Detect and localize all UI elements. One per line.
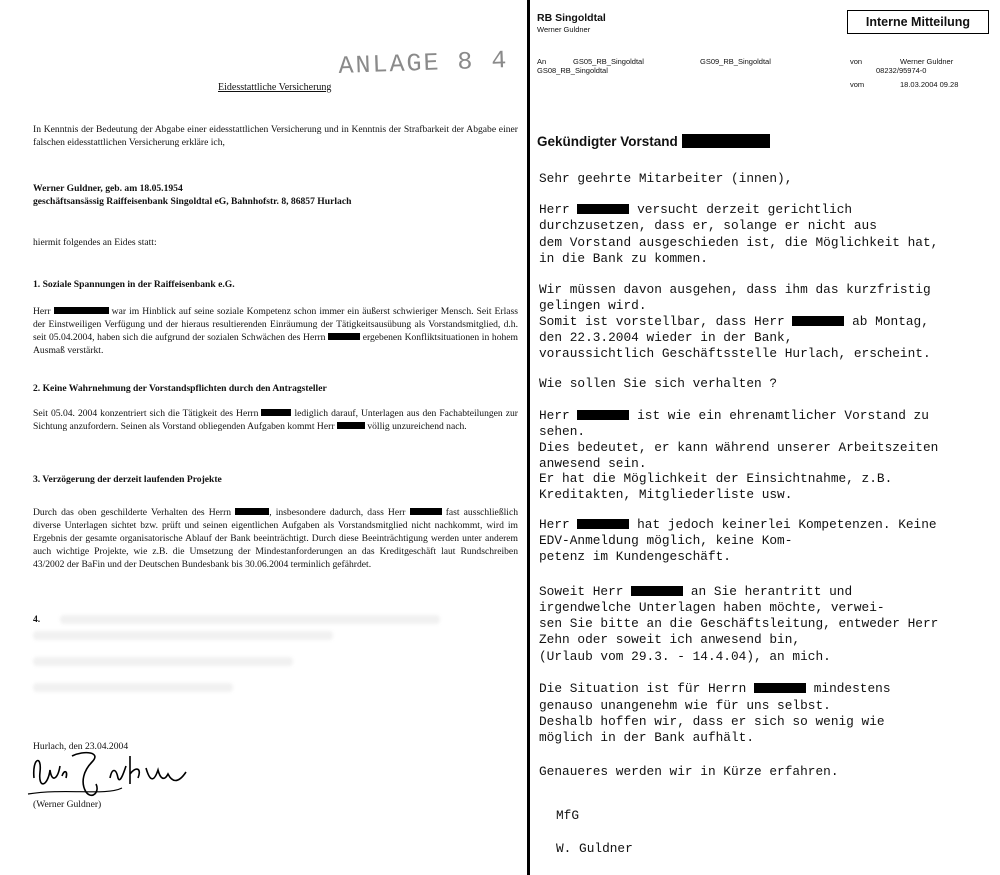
date-label: vom <box>850 80 865 89</box>
blurred-text <box>33 683 233 692</box>
recipient-label: An <box>537 57 547 66</box>
memo-line: dem Vorstand ausgeschieden ist, die Möglichkeit hat, <box>539 235 939 250</box>
memo-line: in die Bank zu kommen. <box>539 251 708 266</box>
redaction-box <box>682 134 770 148</box>
memo-line: petenz im Kundengeschäft. <box>539 549 731 564</box>
memo-text: ist wie ein ehrenamtlicher Vorstand zu <box>637 408 929 423</box>
section1-text-b: war im Hinblick auf seine soziale Kompetenz schon immer ein äußerst schwieriger Mensch. Seit Erlass der Einstweiligen Verfügung und der hieraus resultierenden Einräumung der Tätigkeitsausübung als Vorstandsmitglied, d.h. seit 05.04.2004, haben sich die aufgrund der sozialen Schwächen des Herrn <box>33 306 518 343</box>
memo-line <box>539 584 852 599</box>
section2-text-c: völlig unzureichend nach. <box>367 421 467 432</box>
section1-paragraph <box>33 305 518 357</box>
from-value: Werner Guldner <box>900 57 954 66</box>
redaction-box <box>631 586 683 596</box>
redaction-box <box>328 333 360 340</box>
memo-line <box>539 517 937 532</box>
memo-text: hat jedoch keinerlei Kompetenzen. Keine <box>637 517 937 532</box>
redaction-box <box>577 204 629 214</box>
signer-name: (Werner Guldner) <box>33 799 102 810</box>
redaction-box <box>261 409 291 416</box>
recipient-1: GS05_RB_Singoldtal <box>573 57 644 66</box>
section3-text-b: , insbesondere dadurch, dass Herr <box>269 507 406 518</box>
memo-line: Er hat die Möglichkeit der Einsichtnahme, z.B. <box>539 471 893 486</box>
from-label: von <box>850 57 863 66</box>
intro-paragraph: In Kenntnis der Bedeutung der Abgabe einer eidesstattlichen Versicherung und in Kenntnis der Strafbarkeit der Abgabe einer falschen eidesstattlichen Versicherung erkläre ich, <box>33 124 518 148</box>
redaction-box <box>754 683 806 693</box>
redaction-box <box>235 508 269 515</box>
section2-paragraph <box>33 407 518 433</box>
memo-line: Zehn oder soweit ich anwesend bin, <box>539 632 801 647</box>
redaction-box <box>410 508 442 515</box>
memo-line: gelingen wird. <box>539 298 647 313</box>
page-divider <box>527 0 530 875</box>
memo-line: sen Sie bitte an die Geschäftsleitung, entweder Herr <box>539 616 939 631</box>
person-line: Werner Guldner, geb. am 18.05.1954 <box>33 183 183 194</box>
phone-number: 08232/95974-0 <box>876 66 927 75</box>
memo-line: Wie sollen Sie sich verhalten ? <box>539 376 778 391</box>
memo-line: voraussichtlich Geschäftsstelle Hurlach, erscheint. <box>539 346 931 361</box>
memo-line <box>539 681 891 696</box>
section2-text-b: lediglich darauf, Unterlagen aus den Fachabteilungen zur Sichtung anzufordern. Seinen als Vorstand obliegenden Aufgaben kommt Herr <box>33 408 518 432</box>
memo-text: Somit ist vorstellbar, dass Herr <box>539 314 785 329</box>
hiermit-line: hiermit folgendes an Eides statt: <box>33 237 157 248</box>
memo-line: EDV-Anmeldung möglich, keine Kom- <box>539 533 793 548</box>
memo-line: genauso unangenehm wie für uns selbst. <box>539 698 831 713</box>
memo-text: Soweit Herr <box>539 584 624 599</box>
redaction-box <box>54 307 109 314</box>
address-line: geschäftsansässig Raiffeisenbank Singoldtal eG, Bahnhofstr. 8, 86857 Hurlach <box>33 196 352 207</box>
org-name: RB Singoldtal <box>537 12 606 24</box>
affidavit-title: Eidesstattliche Versicherung <box>218 82 332 93</box>
signature <box>26 748 196 806</box>
memo-line <box>539 202 852 217</box>
recipient-2: GS09_RB_Singoldtal <box>700 57 771 66</box>
memo-subject <box>537 134 770 149</box>
section3-text-a: Durch das oben geschilderte Verhalten des Herrn <box>33 507 232 518</box>
memo-text: Die Situation ist für Herrn <box>539 681 747 696</box>
section1-heading: 1. Soziale Spannungen in der Raiffeisenbank e.G. <box>33 279 235 290</box>
memo-text: an Sie herantritt und <box>690 584 853 599</box>
place-date: Hurlach, den 23.04.2004 <box>33 741 129 752</box>
memo-text: ab Montag, <box>852 314 929 329</box>
memo-closing: MfG <box>556 808 580 823</box>
section1-text-c: ergebenen Konfliktsituationen in hohem Ausmaß verstärkt. <box>33 332 519 356</box>
memo-line: den 22.3.2004 wieder in der Bank, <box>539 330 793 345</box>
redaction-box <box>577 410 629 420</box>
memo-text: Herr <box>539 408 570 423</box>
memo-line: Dies bedeutet, er kann während unserer Arbeitszeiten <box>539 440 939 455</box>
date-value: 18.03.2004 09.28 <box>900 80 959 89</box>
blurred-text <box>33 657 293 666</box>
memo-line <box>539 408 929 423</box>
memo-text: Herr <box>539 202 570 217</box>
memo-line: Sehr geehrte Mitarbeiter (innen), <box>539 171 793 186</box>
memo-label: Interne Mitteilung <box>847 10 989 34</box>
section1-text-a: Herr <box>33 306 51 317</box>
memo-line: Genaueres werden wir in Kürze erfahren. <box>539 764 839 779</box>
sender-small: Werner Guldner <box>537 25 591 34</box>
blurred-text <box>60 615 440 624</box>
subject-text: Gekündigter Vorstand <box>537 134 678 149</box>
memo-line: Kreditakten, Mitgliederliste usw. <box>539 487 793 502</box>
memo-line <box>539 314 929 329</box>
memo-line: sehen. <box>539 424 586 439</box>
memo-line: Wir müssen davon ausgehen, dass ihm das kurzfristig <box>539 282 931 297</box>
redaction-box <box>337 422 365 429</box>
memo-text: Herr <box>539 517 570 532</box>
memo-text: mindestens <box>813 681 891 696</box>
memo-line: durchzusetzen, dass er, solange er nicht aus <box>539 218 877 233</box>
section3-heading: 3. Verzögerung der derzeit laufenden Projekte <box>33 474 222 485</box>
section4-number: 4. <box>33 614 41 625</box>
memo-line: irgendwelche Unterlagen haben möchte, verwei- <box>539 600 885 615</box>
memo-line: anwesend sein. <box>539 456 647 471</box>
section2-text-a: Seit 05.04. 2004 konzentriert sich die Tätigkeit des Herrn <box>33 408 259 419</box>
redaction-box <box>577 519 629 529</box>
section2-heading: 2. Keine Wahrnehmung der Vorstandspflichten durch den Antragsteller <box>33 383 327 394</box>
recipient-3: GS08_RB_Singoldtal <box>537 66 608 75</box>
anlage-stamp: ANLAGE 8 4 <box>338 46 509 81</box>
memo-line: möglich in der Bank aufhält. <box>539 730 755 745</box>
section3-paragraph <box>33 506 518 571</box>
memo-signature: W. Guldner <box>556 841 633 856</box>
memo-line: Deshalb hoffen wir, dass er sich so wenig wie <box>539 714 885 729</box>
memo-text: versucht derzeit gerichtlich <box>637 202 853 217</box>
redaction-box <box>792 316 844 326</box>
section3-text-c: fast ausschließlich diverse Unterlagen sichtet bzw. prüft und seinen eigentlichen Aufgaben als Vorstandsmitglied nicht nachkommt, wird im Ergebnis der gesamte organisatorische Ablauf der Bank beeinträchtigt. Durch diese Beeinträchtigung werden unter anderem auch wichtige Projekte, wie z.B. die Umsetzung der Mindestanforderungen an das Kreditgeschäft laut Rundschreiben 43/2002 der BaFin und der Deutschen Bundesbank bis 30.06.2004 terminlich gefährdet. <box>33 507 519 570</box>
blurred-text <box>33 631 333 640</box>
memo-line: (Urlaub vom 29.3. - 14.4.04), an mich. <box>539 649 831 664</box>
